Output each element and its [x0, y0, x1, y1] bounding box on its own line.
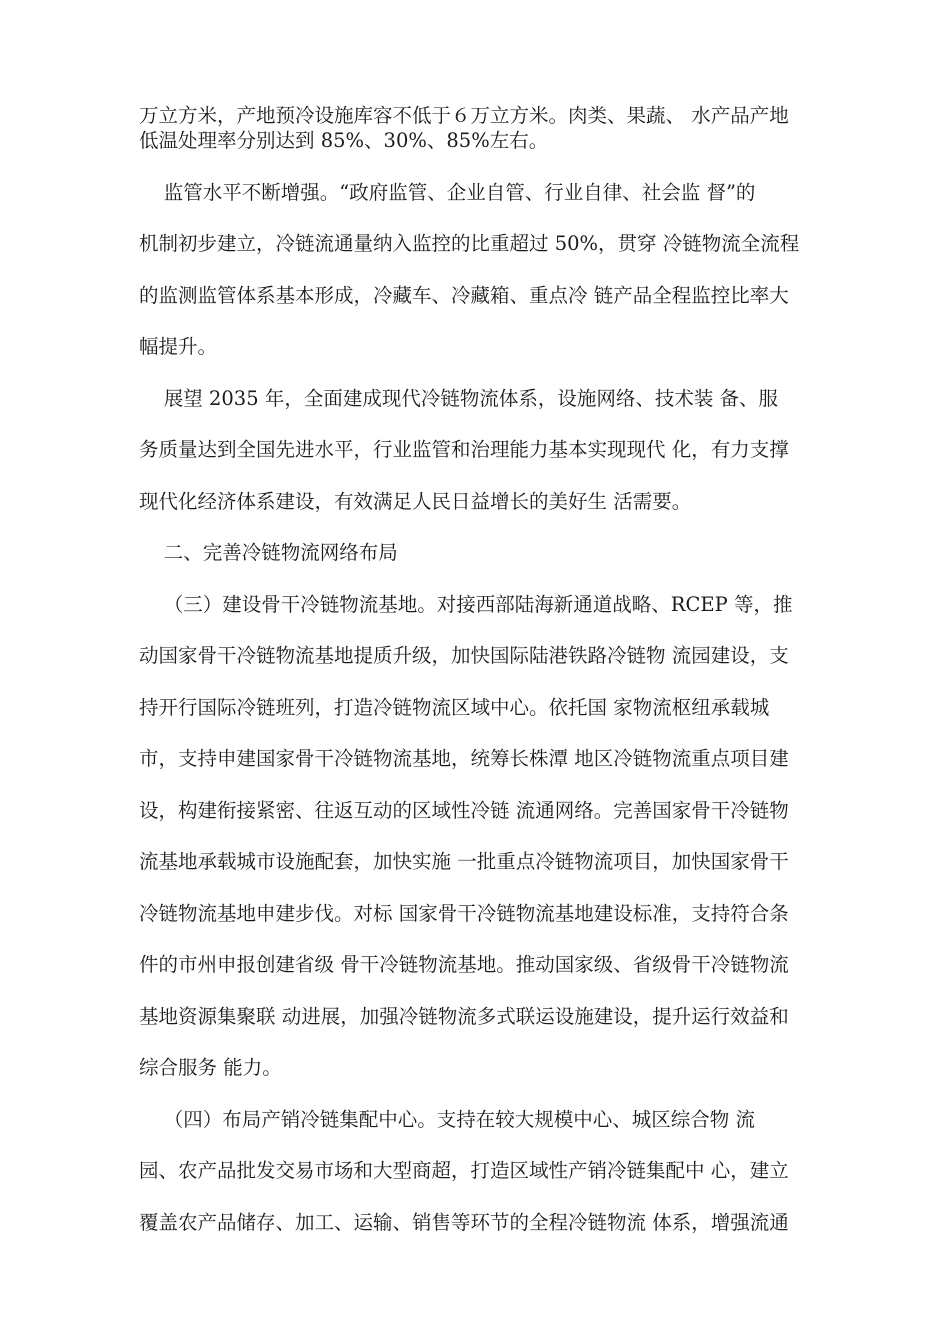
text-line: （三）建设骨干冷链物流基地。对接西部陆海新通道战略、RCEP 等，推: [139, 592, 793, 616]
text-line: 持开行国际冷链班列，打造冷链物流区域中心。依托国 家物流枢纽承载城: [139, 695, 770, 719]
text-line: 万立方米，产地预冷设施库容不低于６万立方米。肉类、果蔬、 水产品产地: [139, 104, 789, 127]
paragraph-outlook-2035: [139, 386, 829, 514]
text-line: 务质量达到全国先进水平，行业监管和治理能力基本实现现代 化，有力支撑: [139, 438, 789, 461]
text-line: 综合服务 能力。: [139, 1056, 282, 1079]
text-line: 监管水平不断增强。“政府监管、企业自管、行业自律、社会监 督”的: [139, 180, 756, 204]
section-heading: [139, 540, 829, 565]
text-line: 的监测监管体系基本形成，冷藏车、冷藏箱、重点冷 链产品全程监控比率大: [139, 283, 789, 307]
text-line: 园、农产品批发交易市场和大型商超，打造区域性产销冷链集配中 心，建立: [139, 1159, 789, 1182]
paragraph-targets: [139, 103, 829, 153]
text-line: 覆盖农产品储存、加工、运输、销售等环节的全程冷链物流 体系，增强流通: [139, 1210, 789, 1234]
paragraph-supervision: [139, 180, 829, 360]
paragraph-distribution-centers: [139, 1107, 829, 1235]
text-line: （四）布局产销冷链集配中心。支持在较大规模中心、城区综合物 流: [139, 1107, 755, 1131]
section-heading-text: 二、完善冷链物流网络布局: [139, 541, 398, 564]
text-line: 展望 2035 年，全面建成现代冷链物流体系，设施网络、技术装 备、服: [139, 386, 779, 410]
text-line: 流基地承载城市设施配套，加快实施 一批重点冷链物流项目，加快国家骨干: [139, 850, 789, 873]
text-line: 现代化经济体系建设，有效满足人民日益增长的美好生 活需要。: [139, 489, 692, 513]
text-line: 市，支持申建国家骨干冷链物流基地，统筹长株潭 地区冷链物流重点项目建: [139, 747, 789, 770]
text-line: 幅提升。: [139, 335, 218, 358]
text-line: 冷链物流基地申建步伐。对标 国家骨干冷链物流基地建设标准，支持符合条: [139, 901, 789, 925]
document-body: [139, 103, 829, 1235]
text-line: 机制初步建立，冷链流通量纳入监控的比重超过 50%，贯穿 冷链物流全流程: [139, 232, 800, 255]
text-line: 动国家骨干冷链物流基地提质升级，加快国际陆港铁路冷链物 流园建设，支: [139, 644, 789, 667]
text-line: 基地资源集聚联 动进展，加强冷链物流多式联运设施建设，提升运行效益和: [139, 1004, 789, 1028]
text-line: 件的市州申报创建省级 骨干冷链物流基地。推动国家级、省级骨干冷链物流: [139, 953, 789, 976]
text-line: 低温处理率分别达到 85%、30%、85%左右。: [139, 129, 549, 152]
text-line: 设，构建衔接紧密、往返互动的区域性冷链 流通网络。完善国家骨干冷链物: [139, 798, 789, 822]
paragraph-backbone-bases: [139, 592, 829, 1081]
